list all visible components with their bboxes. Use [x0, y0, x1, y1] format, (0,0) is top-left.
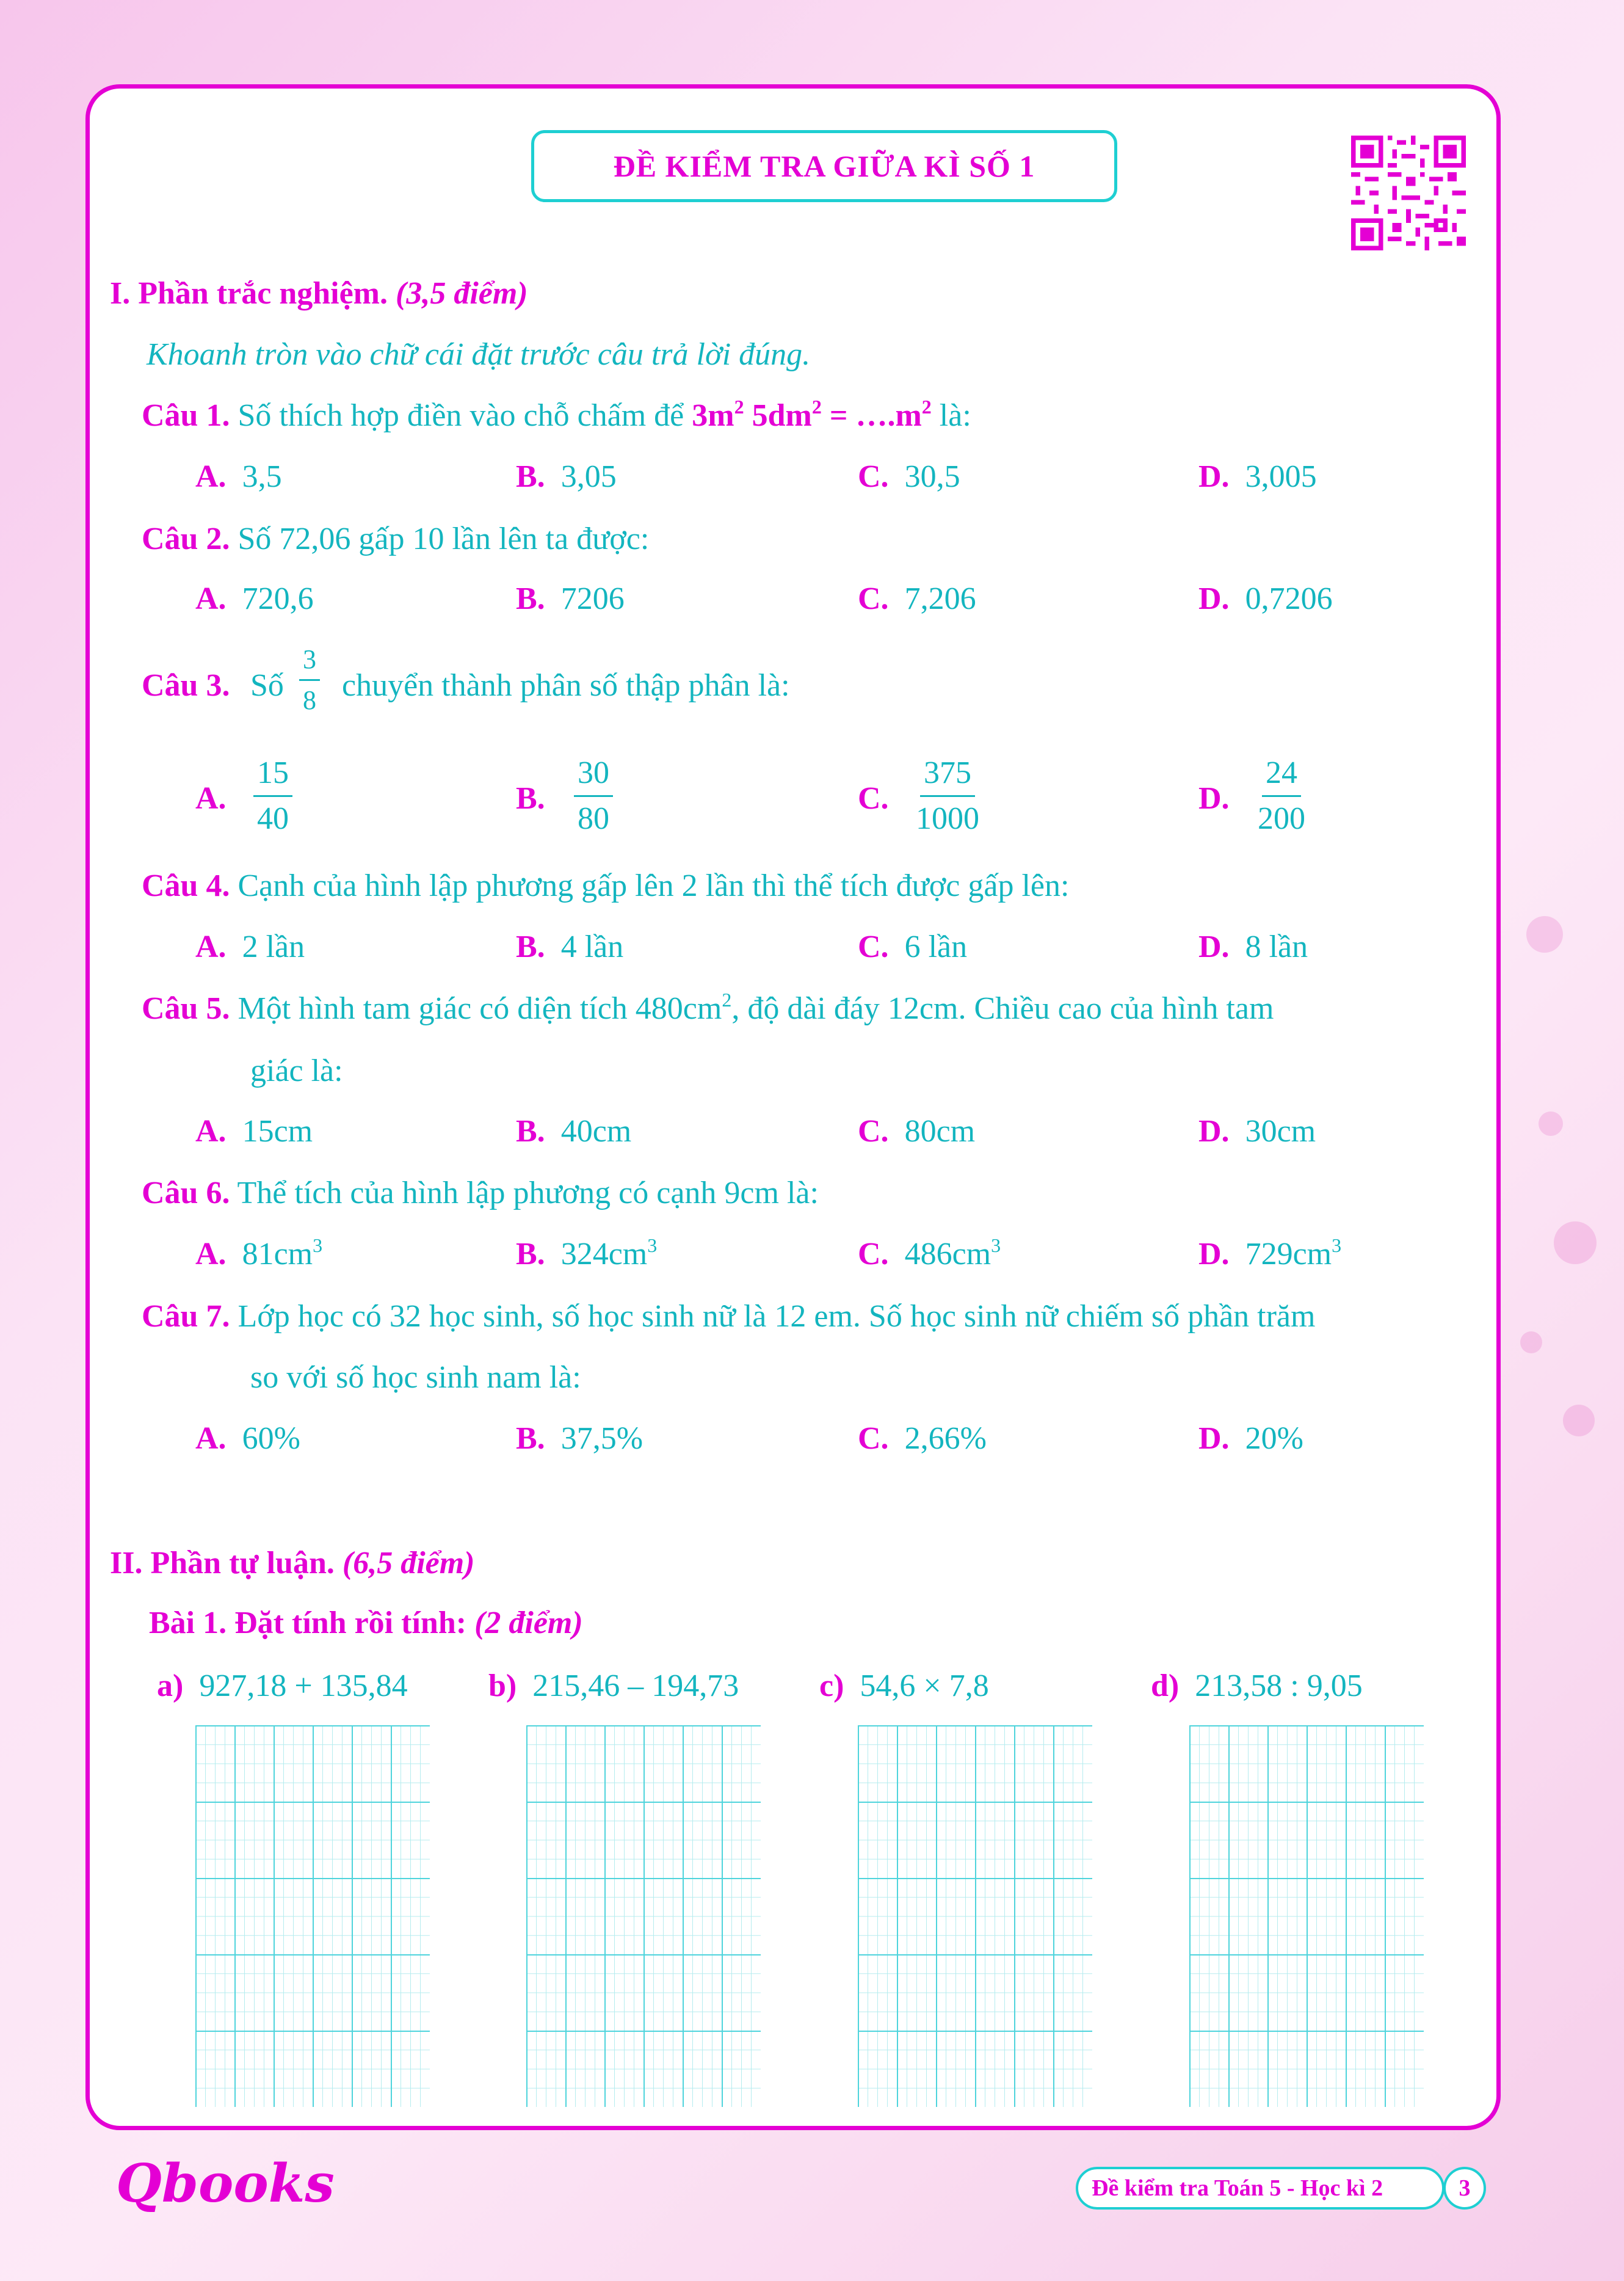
option-letter: C. — [858, 1114, 889, 1149]
option-value: 4 lần — [560, 929, 624, 964]
page-number: 3 — [1443, 2167, 1486, 2210]
option-b[interactable] — [516, 1234, 658, 1271]
option-value: 3,5 — [242, 459, 282, 494]
exercise-letter: c) — [819, 1668, 844, 1703]
option-letter: C. — [858, 1237, 889, 1271]
option-value: 80cm — [904, 1114, 976, 1149]
option-letter: A. — [195, 929, 227, 964]
option-a[interactable] — [195, 1234, 323, 1271]
fraction-numerator: 15 — [253, 757, 292, 797]
option-a[interactable] — [195, 583, 314, 615]
option-letter: B. — [516, 1421, 545, 1456]
part1-instruction: Khoanh tròn vào chữ cái đặt trước câu trả lời đúng. — [147, 337, 811, 372]
option-d[interactable]: D. — [1198, 781, 1230, 816]
option-b[interactable] — [516, 461, 617, 493]
option-letter: A. — [195, 1237, 227, 1271]
fraction — [299, 646, 320, 714]
bai1-heading — [149, 1607, 583, 1639]
question-5-line2: giác là: — [250, 1053, 343, 1088]
option-letter: D. — [1198, 1421, 1230, 1456]
option-value: 7206 — [560, 581, 625, 616]
question-7 — [142, 1301, 1315, 1333]
option-a[interactable] — [195, 1116, 313, 1148]
option-letter: B. — [516, 459, 545, 494]
option-letter: B. — [516, 581, 545, 616]
option-d[interactable] — [1198, 583, 1333, 615]
option-value: 81cm — [242, 1237, 313, 1271]
bai1-points: (2 điểm) — [474, 1606, 583, 1640]
part1-points: (3,5 điểm) — [396, 276, 528, 311]
option-value: 30,5 — [904, 459, 960, 494]
option-a[interactable] — [195, 1423, 300, 1455]
question-label: Câu 6. — [142, 1176, 230, 1210]
question-2 — [142, 523, 649, 555]
exercise-a — [157, 1670, 408, 1702]
question-text: là: — [931, 398, 971, 433]
footer-book-title: Đề kiểm tra Toán 5 - Học kì 2 — [1076, 2167, 1445, 2210]
question-5 — [142, 989, 1274, 1026]
option-d[interactable] — [1198, 461, 1317, 493]
option-value: 60% — [242, 1421, 300, 1456]
fraction-denominator: 1000 — [916, 801, 979, 836]
exercise-letter: b) — [488, 1668, 517, 1703]
fraction — [574, 757, 613, 835]
question-1 — [142, 396, 971, 433]
option-value: 2 lần — [242, 929, 305, 964]
option-a[interactable] — [195, 931, 305, 963]
option-b[interactable] — [516, 931, 623, 963]
question-text: Một hình tam giác có diện tích 480cm — [237, 991, 722, 1026]
option-value: 2,66% — [904, 1421, 987, 1456]
decor-blob — [1563, 1405, 1595, 1436]
fraction-numerator: 375 — [920, 757, 975, 797]
superscript: 3 — [991, 1234, 1001, 1256]
question-label: Câu 5. — [142, 991, 230, 1026]
superscript: 3 — [313, 1234, 323, 1256]
question-text: Lớp học có 32 học sinh, số học sinh nữ là 12 em. Số học sinh nữ chiếm số phần trăm — [237, 1299, 1316, 1334]
question-text: Số — [250, 668, 284, 703]
question-6 — [142, 1177, 819, 1209]
question-text: Thể tích của hình lập phương có cạnh 9cm là: — [237, 1176, 819, 1210]
exercise-c — [819, 1670, 989, 1702]
answer-grid-a[interactable] — [195, 1725, 430, 2107]
superscript: 2 — [734, 396, 744, 418]
option-b[interactable] — [516, 1423, 643, 1455]
superscript: 2 — [722, 989, 732, 1011]
question-text: Cạnh của hình lập phương gấp lên 2 lần thì thể tích được gấp lên: — [237, 868, 1070, 903]
question-label: Câu 3. — [142, 668, 230, 703]
question-label: Câu 2. — [142, 522, 230, 556]
decor-blob — [1520, 1331, 1542, 1353]
option-c[interactable] — [858, 1423, 987, 1455]
option-value: 37,5% — [560, 1421, 643, 1456]
answer-grid-d[interactable] — [1189, 1725, 1424, 2107]
exercise-b — [488, 1670, 739, 1702]
question-4 — [142, 870, 1069, 902]
option-value: 729cm — [1245, 1237, 1332, 1271]
part1-title: I. Phần trắc nghiệm. — [110, 276, 388, 311]
question-text: chuyển thành phân số thập phân là: — [342, 668, 790, 703]
fraction-numerator: 24 — [1262, 757, 1301, 797]
exercise-letter: d) — [1151, 1668, 1180, 1703]
question-text: Số 72,06 gấp 10 lần lên ta được: — [237, 522, 650, 556]
option-c[interactable] — [858, 931, 967, 963]
option-letter: D. — [1198, 1114, 1230, 1149]
option-c[interactable] — [858, 583, 976, 615]
option-d[interactable] — [1198, 1423, 1303, 1455]
exercise-expr: 215,46 – 194,73 — [532, 1668, 739, 1703]
option-letter: A. — [195, 1114, 227, 1149]
option-value: 3,05 — [560, 459, 617, 494]
option-value: 3,005 — [1245, 459, 1317, 494]
question-text: , độ dài đáy 12cm. Chiều cao của hình tam — [731, 991, 1274, 1026]
option-d[interactable] — [1198, 1116, 1316, 1148]
option-value: 0,7206 — [1245, 581, 1333, 616]
superscript: 3 — [647, 1234, 658, 1256]
fraction — [1258, 757, 1305, 835]
superscript: 2 — [921, 396, 932, 418]
fraction-denominator: 200 — [1258, 801, 1305, 836]
option-c[interactable]: C. — [858, 781, 889, 816]
part1-heading — [110, 278, 528, 310]
option-letter: C. — [858, 581, 889, 616]
option-letter: B. — [516, 929, 545, 964]
answer-grid-b[interactable] — [526, 1725, 761, 2107]
option-letter: D. — [1198, 459, 1230, 494]
question-label: Câu 7. — [142, 1299, 230, 1334]
exercise-expr: 213,58 : 9,05 — [1195, 1668, 1363, 1703]
exam-title: ĐỀ KIỂM TRA GIỮA KÌ SỐ 1 — [531, 130, 1117, 202]
option-letter: B. — [516, 1237, 545, 1271]
answer-grid-c[interactable] — [858, 1725, 1092, 2107]
option-b[interactable]: B. — [516, 781, 545, 816]
option-value: 30cm — [1245, 1114, 1316, 1149]
fraction — [916, 757, 979, 835]
part2-points: (6,5 điểm) — [342, 1546, 475, 1581]
question-expr: 5dm — [744, 398, 812, 433]
question-label: Câu 1. — [142, 398, 230, 433]
fraction-denominator: 8 — [303, 685, 316, 715]
option-value: 324cm — [560, 1237, 648, 1271]
decor-blob — [1526, 916, 1563, 953]
option-value: 720,6 — [242, 581, 314, 616]
option-value: 8 lần — [1245, 929, 1308, 964]
qbooks-logo: Qbooks — [116, 2153, 335, 2214]
fraction-denominator: 40 — [257, 801, 289, 836]
option-letter: A. — [195, 581, 227, 616]
option-letter: D. — [1198, 929, 1230, 964]
superscript: 2 — [811, 396, 822, 418]
option-a[interactable] — [195, 461, 282, 493]
question-text: Số thích hợp điền vào chỗ chấm để — [237, 398, 684, 433]
superscript: 3 — [1332, 1234, 1342, 1256]
decor-blob — [1554, 1221, 1597, 1264]
option-b[interactable] — [516, 583, 625, 615]
question-7-line2: so với số học sinh nam là: — [250, 1360, 581, 1395]
option-value: 40cm — [560, 1114, 632, 1149]
option-c[interactable] — [858, 461, 960, 493]
fraction-denominator: 80 — [578, 801, 609, 836]
qr-code-icon — [1351, 136, 1466, 250]
question-label: Câu 4. — [142, 868, 230, 903]
question-expr: 3m — [692, 398, 734, 433]
option-letter: C. — [858, 1421, 889, 1456]
option-value: 6 lần — [904, 929, 968, 964]
option-c[interactable] — [858, 1116, 975, 1148]
exercise-letter: a) — [157, 1668, 184, 1703]
bai1-label: Bài 1. Đặt tính rồi tính: — [149, 1606, 467, 1640]
question-expr: = ….m — [821, 398, 922, 433]
option-value: 20% — [1245, 1421, 1303, 1456]
option-value: 7,206 — [904, 581, 976, 616]
part2-title: II. Phần tự luận. — [110, 1546, 335, 1581]
part2-heading — [110, 1548, 475, 1579]
option-value: 486cm — [904, 1237, 991, 1271]
option-letter: A. — [195, 459, 227, 494]
option-letter: B. — [516, 1114, 545, 1149]
option-b[interactable] — [516, 1116, 631, 1148]
option-d[interactable] — [1198, 1234, 1342, 1271]
option-letter: D. — [1198, 581, 1230, 616]
option-letter: A. — [195, 1421, 227, 1456]
option-d[interactable] — [1198, 931, 1308, 963]
decor-blob — [1539, 1111, 1563, 1136]
option-value: 15cm — [242, 1114, 313, 1149]
fraction-numerator: 3 — [299, 646, 320, 681]
option-letter: C. — [858, 929, 889, 964]
exercise-expr: 54,6 × 7,8 — [860, 1668, 989, 1703]
option-a[interactable]: A. — [195, 781, 227, 816]
option-letter: D. — [1198, 1237, 1230, 1271]
fraction-numerator: 30 — [574, 757, 613, 797]
fraction — [253, 757, 292, 835]
exercise-expr: 927,18 + 135,84 — [199, 1668, 408, 1703]
option-letter: C. — [858, 459, 889, 494]
exercise-d — [1151, 1670, 1363, 1702]
option-c[interactable] — [858, 1234, 1001, 1271]
